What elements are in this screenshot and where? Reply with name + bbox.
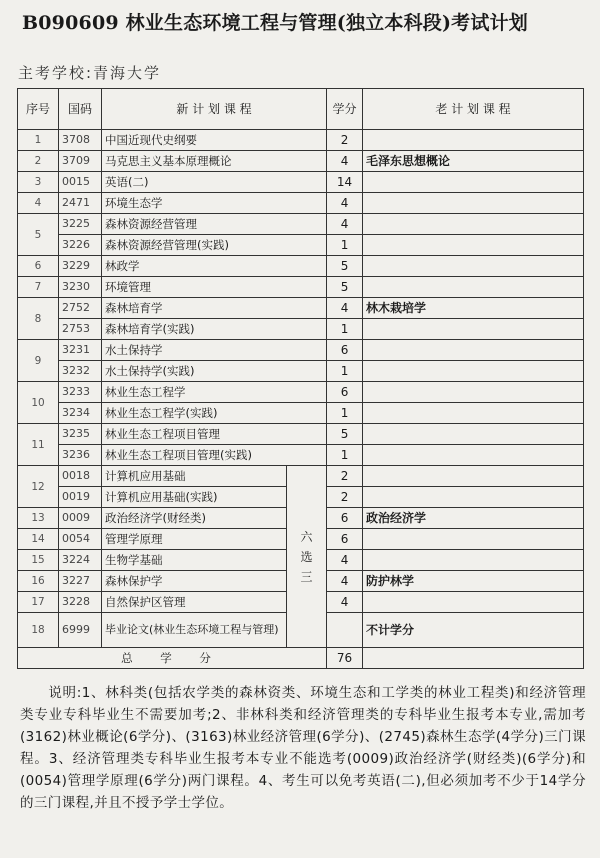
course-name-cell: 林业生态工程学	[102, 382, 327, 403]
old-course-cell	[363, 382, 584, 403]
header-code: 国码	[59, 89, 102, 130]
credit-cell: 2	[327, 487, 363, 508]
credit-cell	[327, 613, 363, 648]
course-name-cell: 毕业论文(林业生态环境工程与管理)	[102, 613, 287, 648]
course-name-cell: 水土保持学(实践)	[102, 361, 327, 382]
elective-group-label	[287, 466, 327, 648]
seq-cell: 9	[18, 340, 59, 382]
code-cell: 3236	[59, 445, 102, 466]
course-name-cell: 计算机应用基础	[102, 466, 287, 487]
seq-cell: 7	[18, 277, 59, 298]
course-name-cell: 林业生态工程学(实践)	[102, 403, 327, 424]
table-row	[18, 424, 584, 445]
code-cell: 0009	[59, 508, 102, 529]
table-row	[18, 193, 584, 214]
credit-cell: 5	[327, 277, 363, 298]
course-name-cell: 环境生态学	[102, 193, 327, 214]
old-course-cell	[363, 130, 584, 151]
credit-cell: 4	[327, 571, 363, 592]
old-course-cell: 政治经济学	[363, 508, 584, 529]
code-cell: 2753	[59, 319, 102, 340]
table-row	[18, 214, 584, 235]
old-course-cell: 林木栽培学	[363, 298, 584, 319]
seq-cell: 11	[18, 424, 59, 466]
credit-cell: 6	[327, 382, 363, 403]
explanation-note: 说明:1、林科类(包括农学类的森林资类、环境生态和工学类的林业工程类)和经济管理类专业专科毕业生不需要加考;2、非林科类和经济管理类的专科毕业生报考本专业,需加考(3162)林业概论(6学分)、(3163)林业经济管理(6学分)、(2745)森林生态学(4学分)三门课程。3、经济管理类专科毕业生报考本专业不能选考(0009)政治经济学(财经类)(6学分)和(0054)管理学原理(6学分)两门课程。4、考生可以免考英语(二),但必须加考不少于14学分的三门课程,并且不授予学士学位。	[20, 685, 586, 811]
table-row	[18, 298, 584, 319]
old-course-cell	[363, 487, 584, 508]
total-row	[18, 648, 584, 669]
table-row	[18, 382, 584, 403]
course-name-cell: 中国近现代史纲要	[102, 130, 327, 151]
credit-cell: 4	[327, 214, 363, 235]
old-course-cell	[363, 214, 584, 235]
course-name-cell: 森林保护学	[102, 571, 287, 592]
code-cell: 3708	[59, 130, 102, 151]
total-credit: 76	[327, 648, 363, 669]
credit-cell: 6	[327, 340, 363, 361]
course-name-cell: 森林资源经营管理(实践)	[102, 235, 327, 256]
credit-cell: 2	[327, 466, 363, 487]
seq-cell: 1	[18, 130, 59, 151]
table-row	[18, 361, 584, 382]
credit-cell: 6	[327, 529, 363, 550]
old-course-cell	[363, 319, 584, 340]
course-name-cell: 森林培育学	[102, 298, 327, 319]
code-cell: 3227	[59, 571, 102, 592]
old-course-cell: 毛泽东思想概论	[363, 151, 584, 172]
credit-cell: 4	[327, 193, 363, 214]
code-cell: 3228	[59, 592, 102, 613]
course-name-cell: 英语(二)	[102, 172, 327, 193]
credit-cell: 4	[327, 550, 363, 571]
old-course-cell	[363, 340, 584, 361]
code-cell: 3235	[59, 424, 102, 445]
table-row	[18, 235, 584, 256]
table-row	[18, 130, 584, 151]
old-course-cell	[363, 193, 584, 214]
course-name-cell: 生物学基础	[102, 550, 287, 571]
old-course-cell: 防护林学	[363, 571, 584, 592]
code-cell: 3233	[59, 382, 102, 403]
header-credit: 学分	[327, 89, 363, 130]
course-name-cell: 林业生态工程项目管理	[102, 424, 327, 445]
code-cell: 2471	[59, 193, 102, 214]
table-row	[18, 151, 584, 172]
code-cell: 3234	[59, 403, 102, 424]
seq-cell: 16	[18, 571, 59, 592]
seq-cell: 4	[18, 193, 59, 214]
course-name-cell: 政治经济学(财经类)	[102, 508, 287, 529]
school-label: 主考学校:青海大学	[18, 64, 162, 82]
code-cell: 3231	[59, 340, 102, 361]
old-course-cell	[363, 550, 584, 571]
credit-cell: 4	[327, 298, 363, 319]
old-course-cell	[363, 277, 584, 298]
course-name-cell: 自然保护区管理	[102, 592, 287, 613]
code-cell: 3225	[59, 214, 102, 235]
table-row	[18, 340, 584, 361]
exam-plan-table	[17, 88, 584, 669]
seq-cell: 13	[18, 508, 59, 529]
table-row	[18, 403, 584, 424]
seq-cell: 2	[18, 151, 59, 172]
seq-cell: 14	[18, 529, 59, 550]
code-cell: 3709	[59, 151, 102, 172]
credit-cell: 1	[327, 445, 363, 466]
course-name-cell: 水土保持学	[102, 340, 327, 361]
credit-cell: 5	[327, 256, 363, 277]
header-seq: 序号	[18, 89, 59, 130]
course-name-cell: 林政学	[102, 256, 327, 277]
code-cell: 0015	[59, 172, 102, 193]
code-cell: 0054	[59, 529, 102, 550]
table-row	[18, 277, 584, 298]
old-course-cell	[363, 256, 584, 277]
course-name-cell: 林业生态工程项目管理(实践)	[102, 445, 327, 466]
seq-cell: 10	[18, 382, 59, 424]
credit-cell: 1	[327, 403, 363, 424]
credit-cell: 4	[327, 592, 363, 613]
table-row	[18, 466, 584, 487]
seq-cell: 12	[18, 466, 59, 508]
header-new-course: 新 计 划 课 程	[102, 89, 327, 130]
credit-cell: 2	[327, 130, 363, 151]
code-cell: 2752	[59, 298, 102, 319]
header-old-course: 老 计 划 课 程	[363, 89, 584, 130]
code-cell: 3229	[59, 256, 102, 277]
code-cell: 0018	[59, 466, 102, 487]
table-row	[18, 445, 584, 466]
table-row	[18, 172, 584, 193]
old-course-cell	[363, 235, 584, 256]
old-course-cell	[363, 403, 584, 424]
code-cell: 3226	[59, 235, 102, 256]
course-name-cell: 计算机应用基础(实践)	[102, 487, 287, 508]
table-header-row	[18, 89, 584, 130]
old-course-cell	[363, 466, 584, 487]
old-course-cell	[363, 529, 584, 550]
course-name-cell: 环境管理	[102, 277, 327, 298]
course-name-cell: 森林资源经营管理	[102, 214, 327, 235]
seq-cell: 5	[18, 214, 59, 256]
old-course-cell	[363, 172, 584, 193]
credit-cell: 1	[327, 319, 363, 340]
total-label: 总 学 分	[18, 648, 327, 669]
old-course-cell	[363, 361, 584, 382]
seq-cell: 6	[18, 256, 59, 277]
seq-cell: 3	[18, 172, 59, 193]
old-course-cell	[363, 592, 584, 613]
credit-cell: 14	[327, 172, 363, 193]
seq-cell: 17	[18, 592, 59, 613]
seq-cell: 15	[18, 550, 59, 571]
credit-cell: 6	[327, 508, 363, 529]
credit-cell: 5	[327, 424, 363, 445]
credit-cell: 1	[327, 235, 363, 256]
total-old-empty	[363, 648, 584, 669]
credit-cell: 1	[327, 361, 363, 382]
code-cell: 3230	[59, 277, 102, 298]
seq-cell: 18	[18, 613, 59, 648]
table-row	[18, 256, 584, 277]
elective-group-text: 六选三	[300, 529, 313, 584]
page-title: B090609 林业生态环境工程与管理(独立本科段)考试计划	[22, 12, 528, 34]
old-course-cell	[363, 424, 584, 445]
code-cell: 3232	[59, 361, 102, 382]
code-cell: 0019	[59, 487, 102, 508]
code-cell: 6999	[59, 613, 102, 648]
course-name-cell: 森林培育学(实践)	[102, 319, 327, 340]
course-name-cell: 管理学原理	[102, 529, 287, 550]
credit-cell: 4	[327, 151, 363, 172]
old-course-cell: 不计学分	[363, 613, 584, 648]
old-course-cell	[363, 445, 584, 466]
code-cell: 3224	[59, 550, 102, 571]
seq-cell: 8	[18, 298, 59, 340]
course-name-cell: 马克思主义基本原理概论	[102, 151, 327, 172]
table-row	[18, 319, 584, 340]
